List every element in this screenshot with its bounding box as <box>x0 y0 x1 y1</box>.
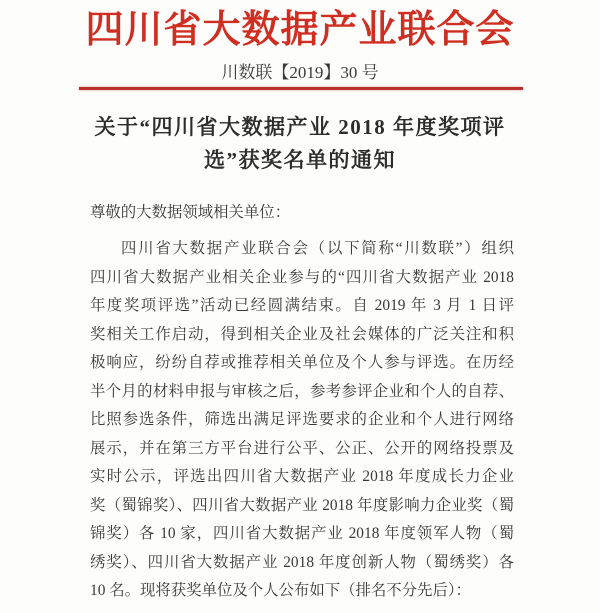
body-line: 年度奖项评选”活动已经圆满结束。自 2019 年 3 月 1 日评 <box>90 297 514 314</box>
greeting-line: 尊敬的大数据领域相关单位： <box>90 204 291 221</box>
body-line: 奖（蜀锦奖）、四川省大数据产业 2018 年度影响力企业奖（蜀 <box>90 496 514 514</box>
red-divider-rule <box>79 87 523 90</box>
body-paragraph <box>90 198 514 606</box>
body-line: 锦奖）各 10 家，四川省大数据产业 2018 年度领军人物（蜀 <box>90 525 514 542</box>
body-line: 比照参选条件，筛选出满足评选要求的企业和个人进行网络 <box>90 411 514 428</box>
body-line: 展示，并在第三方平台进行公平、公正、公开的网络投票及 <box>90 439 514 457</box>
notice-title-line-2: 选”获奖名单的通知 <box>204 148 396 172</box>
notice-title-line-1: 关于“四川省大数据产业 2018 年度奖项评 <box>94 115 506 139</box>
doc-reference-number: 川数联【2019】30 号 <box>221 63 379 82</box>
body-line: 10 名。现将获奖单位及个人公布如下（排名不分先后）： <box>90 582 471 599</box>
body-line: 四川省大数据产业联合会（以下简称“川数联”）组织 <box>121 240 514 257</box>
body-line: 奖相关工作启动，得到相关企业及社会媒体的广泛关注和积 <box>90 325 514 343</box>
org-masthead-title: 四川省大数据产业联合会 <box>85 9 515 51</box>
body-line: 绣奖）、四川省大数据产业 2018 年度创新人物（蜀绣奖）各 <box>90 553 514 571</box>
notice-title <box>0 111 600 177</box>
body-line: 实时公示，评选出四川省大数据产业 2018 年度成长力企业 <box>90 468 514 485</box>
body-line: 四川省大数据产业相关企业参与的“四川省大数据产业 2018 <box>90 268 514 286</box>
body-line: 极响应，纷纷自荐或推荐相关单位及个人参与评选。在历经 <box>90 354 514 371</box>
body-line: 半个月的材料申报与审核之后，参考参评企业和个人的自荐、 <box>90 382 514 400</box>
